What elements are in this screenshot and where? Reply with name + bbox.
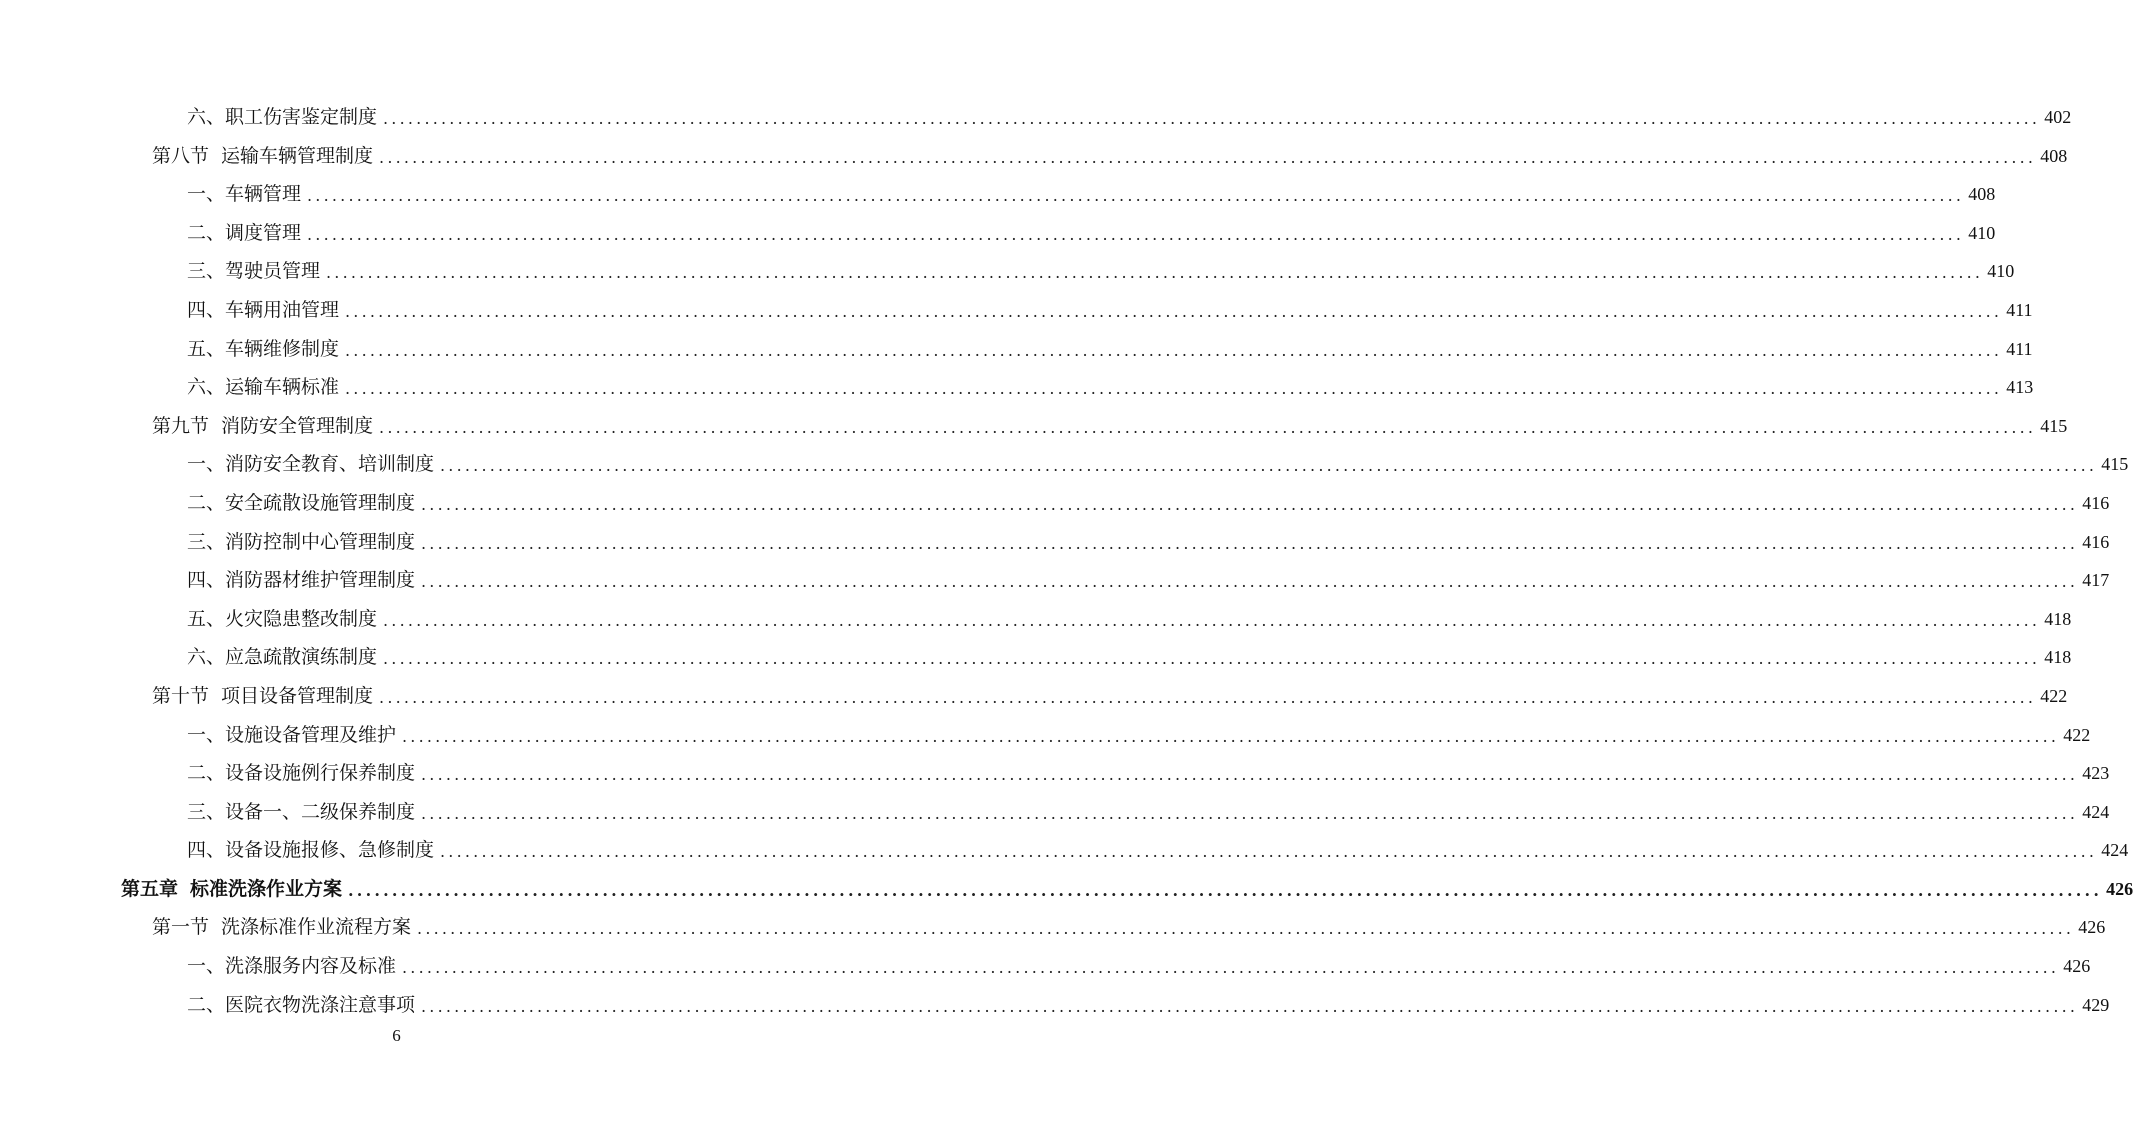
toc-entry[interactable] (0, 947, 2091, 986)
toc-entry-title (187, 175, 307, 214)
toc-entry-label: 一、洗涤服务内容及标准 (187, 955, 397, 978)
toc-entry-page: 423 (2082, 763, 2110, 784)
dot-leader: ........................................................................................................................................................................................................ (421, 765, 2079, 785)
toc-entry-page: 408 (2040, 145, 2068, 166)
toc-entry-page: 429 (2082, 994, 2110, 1015)
toc-entry[interactable] (0, 831, 2129, 870)
toc-entry-label: 三、消防控制中心管理制度 (187, 530, 416, 553)
toc-entry-label: 一、车辆管理 (187, 183, 302, 206)
toc-entry-page: 410 (1987, 261, 2015, 282)
toc-entry-page: 402 (2044, 107, 2072, 127)
toc-entry[interactable] (0, 754, 2110, 793)
toc-entry-title (187, 600, 383, 639)
toc-entry-page: 417 (2082, 570, 2110, 591)
dot-leader: ........................................................................................................................................................................................................ (421, 803, 2079, 823)
toc-entry-label: 一、消防安全教育、培训制度 (187, 453, 435, 476)
dot-leader: ........................................................................................................................................................................................................ (421, 572, 2079, 592)
dot-leader: ........................................................................................................................................................................................................ (383, 649, 2041, 669)
toc-entry[interactable] (0, 716, 2091, 755)
toc-entry[interactable] (0, 291, 2033, 330)
toc-entry-page: 426 (2078, 917, 2106, 938)
toc-entry[interactable] (0, 677, 2068, 716)
toc-entry[interactable] (0, 445, 2129, 484)
toc-entry[interactable] (0, 175, 1996, 214)
toc-entry[interactable] (0, 870, 2133, 909)
toc-entry-title (187, 793, 421, 832)
toc-entry-page: 416 (2082, 531, 2110, 552)
dot-leader: ........................................................................................................................................................................................................ (307, 186, 1965, 206)
toc-entry-title (187, 291, 345, 330)
toc-entry-label: 六、运输车辆标准 (187, 376, 340, 399)
dot-leader: ........................................................................................................................................................................................................ (421, 494, 2079, 514)
dot-leader: ........................................................................................................................................................................................................ (383, 109, 2041, 128)
toc-entry-label: 第九节 (152, 414, 210, 437)
toc-entry-label: 二、安全疏散设施管理制度 (187, 491, 416, 514)
toc-entry[interactable] (0, 600, 2072, 639)
toc-entry-label: 六、应急疏散演练制度 (187, 646, 378, 669)
toc-entry-title (187, 214, 307, 253)
toc-entry[interactable] (0, 484, 2110, 523)
dot-leader: ........................................................................................................................................................................................................ (379, 147, 2037, 167)
toc-entry[interactable] (0, 986, 2110, 1025)
toc-entry-label: 二、设备设施例行保养制度 (187, 762, 416, 785)
dot-leader: ........................................................................................................................................................................................................ (348, 880, 2103, 900)
toc-entry-page: 422 (2040, 685, 2068, 706)
toc-entry-page: 415 (2040, 415, 2068, 436)
dot-leader: ........................................................................................................................................................................................................ (345, 340, 2003, 360)
toc-entry-label: 二、医院衣物洗涤注意事项 (187, 993, 416, 1016)
table-of-contents (0, 98, 2133, 1024)
dot-leader: ........................................................................................................................................................................................................ (440, 842, 2098, 862)
toc-entry[interactable] (0, 523, 2110, 562)
page-number: 6 (392, 1026, 401, 1045)
dot-leader: ........................................................................................................................................................................................................ (379, 687, 2037, 707)
toc-entry-title (187, 831, 440, 870)
toc-entry-label: 三、设备一、二级保养制度 (187, 800, 416, 823)
toc-entry-label: 五、车辆维修制度 (187, 337, 340, 360)
toc-entry-title (152, 908, 417, 947)
toc-entry-label: 四、消防器材维护管理制度 (187, 569, 416, 592)
dot-leader: ........................................................................................................................................................................................................ (440, 456, 2098, 476)
toc-entry-page: 422 (2063, 724, 2091, 745)
toc-entry-title (187, 947, 402, 986)
toc-entry-heading: 运输车辆管理制度 (221, 144, 374, 167)
toc-entry-title (187, 716, 402, 755)
toc-entry[interactable] (0, 368, 2034, 407)
toc-entry-label: 四、车辆用油管理 (187, 298, 340, 321)
toc-entry-label: 二、调度管理 (187, 221, 302, 244)
toc-entry-page: 426 (2063, 956, 2091, 977)
toc-entry[interactable] (0, 98, 2072, 137)
toc-entry[interactable] (0, 793, 2110, 832)
toc-entry[interactable] (0, 330, 2033, 369)
toc-entry-title (187, 445, 440, 484)
toc-entry-label: 第五章 (121, 877, 179, 900)
dot-leader: ........................................................................................................................................................................................................ (345, 301, 2003, 321)
toc-entry-heading: 洗涤标准作业流程方案 (221, 916, 412, 939)
toc-entry-title (187, 252, 326, 291)
toc-entry-title (187, 98, 383, 137)
toc-entry-title (187, 638, 383, 677)
toc-entry-label: 第十节 (152, 684, 210, 707)
toc-entry-label: 第一节 (152, 916, 210, 939)
toc-entry-title (187, 330, 345, 369)
dot-leader: ........................................................................................................................................................................................................ (307, 224, 1965, 244)
toc-entry-page: 411 (2006, 338, 2033, 359)
toc-entry-page: 408 (1968, 184, 1996, 205)
toc-entry-page: 424 (2082, 801, 2110, 822)
dot-leader: ........................................................................................................................................................................................................ (383, 610, 2041, 630)
toc-entry[interactable] (0, 561, 2110, 600)
toc-entry-page: 411 (2006, 299, 2033, 320)
toc-entry-label: 五、火灾隐患整改制度 (187, 607, 378, 630)
dot-leader: ........................................................................................................................................................................................................ (379, 417, 2037, 437)
toc-entry-heading: 项目设备管理制度 (221, 684, 374, 707)
toc-entry-title (152, 407, 379, 446)
toc-entry-title (187, 986, 421, 1025)
toc-entry-label: 六、职工伤害鉴定制度 (187, 106, 378, 128)
toc-entry-title (187, 561, 421, 600)
toc-entry-page: 418 (2044, 608, 2072, 629)
toc-entry[interactable] (0, 908, 2106, 947)
dot-leader: ........................................................................................................................................................................................................ (417, 919, 2075, 939)
toc-entry-title (187, 523, 421, 562)
toc-entry-page: 424 (2101, 840, 2129, 861)
toc-entry-label: 四、设备设施报修、急修制度 (187, 839, 435, 862)
toc-entry-page: 426 (2106, 878, 2133, 899)
dot-leader: ........................................................................................................................................................................................................ (421, 533, 2079, 553)
toc-entry[interactable] (0, 252, 2015, 291)
toc-entry-label: 三、驾驶员管理 (187, 260, 321, 283)
toc-entry[interactable] (0, 137, 2068, 176)
dot-leader: ........................................................................................................................................................................................................ (402, 958, 2060, 978)
toc-entry-heading: 标准洗涤作业方案 (190, 877, 343, 900)
toc-entry-page: 416 (2082, 492, 2110, 513)
toc-entry-label: 一、设施设备管理及维护 (187, 723, 397, 746)
dot-leader: ........................................................................................................................................................................................................ (421, 996, 2079, 1016)
toc-entry-label: 第八节 (152, 144, 210, 167)
toc-entry-page: 418 (2044, 647, 2072, 668)
toc-entry-title (187, 368, 345, 407)
toc-entry[interactable] (0, 407, 2068, 446)
toc-entry-heading: 消防安全管理制度 (221, 414, 374, 437)
toc-entry-title (152, 137, 379, 176)
toc-entry[interactable] (0, 638, 2072, 677)
toc-entry-title (187, 754, 421, 793)
dot-leader: ........................................................................................................................................................................................................ (326, 263, 1984, 283)
toc-entry[interactable] (0, 214, 1996, 253)
toc-entry-title (187, 484, 421, 523)
toc-entry-page: 415 (2101, 454, 2129, 475)
toc-entry-title (152, 677, 379, 716)
dot-leader: ........................................................................................................................................................................................................ (402, 726, 2060, 746)
toc-entry-title (121, 870, 348, 909)
dot-leader: ........................................................................................................................................................................................................ (345, 379, 2003, 399)
toc-entry-page: 413 (2006, 377, 2034, 398)
toc-entry-page: 410 (1968, 222, 1996, 243)
